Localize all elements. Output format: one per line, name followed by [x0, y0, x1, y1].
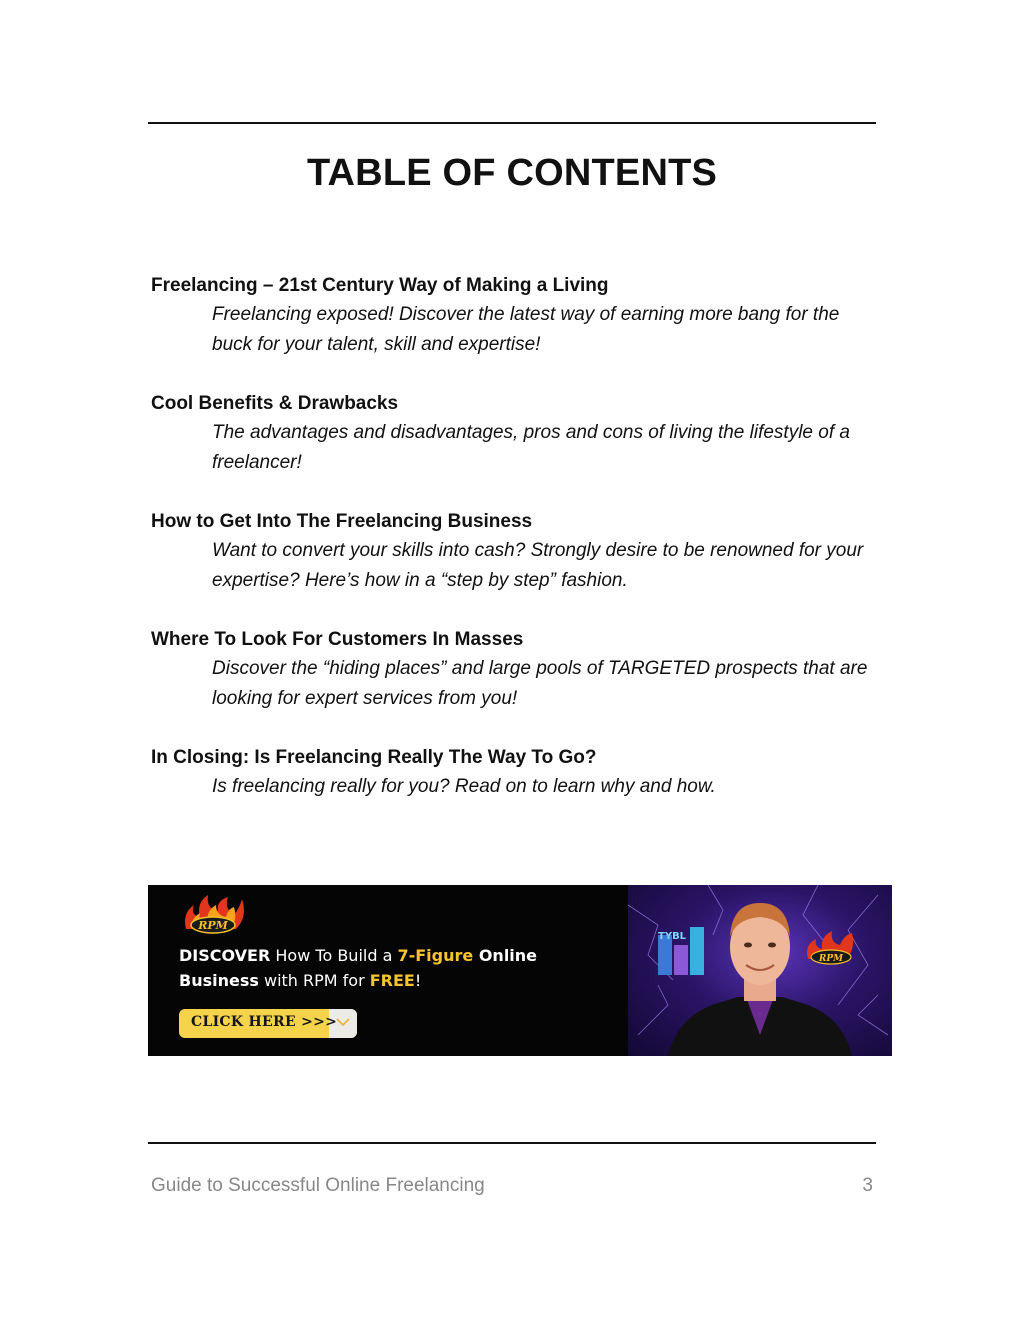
- page-number: 3: [862, 1175, 873, 1196]
- footer-book-title: Guide to Successful Online Freelancing: [151, 1175, 485, 1196]
- presenter-panel: [628, 885, 892, 1056]
- headline-end: !: [414, 971, 422, 990]
- headline-part2: with RPM for: [258, 971, 370, 990]
- table-of-contents: [151, 272, 881, 832]
- page-title: TABLE OF CONTENTS: [306, 152, 718, 194]
- headline-free: FREE: [369, 971, 415, 990]
- headline-business: Business: [179, 971, 259, 990]
- headline-seven-figure: 7-Figure: [397, 946, 474, 965]
- toc-heading: Where To Look For Customers In Masses: [151, 629, 524, 650]
- rpm-logo: [178, 891, 248, 941]
- tybl-badge-text: TYBL: [658, 931, 687, 942]
- banner-text-panel: [148, 885, 628, 1056]
- headline-discover: DISCOVER: [179, 946, 271, 965]
- bottom-divider: [148, 1142, 876, 1144]
- toc-description: Want to convert your skills into cash? Strongly desire to be renowned for your expertise? Here’s how in a “step by step” fashion.: [212, 540, 864, 591]
- toc-description: Discover the “hiding places” and large pools of TARGETED prospects that are looking for expert services from you!: [212, 658, 868, 709]
- toc-heading: Freelancing – 21st Century Way of Making a Living: [151, 275, 609, 296]
- headline-online: Online: [473, 946, 538, 965]
- click-here-button[interactable]: [179, 1009, 357, 1038]
- toc-description: Is freelancing really for you? Read on to learn why and how.: [212, 776, 716, 797]
- rpm-logo-small-text: RPM: [818, 954, 844, 964]
- headline-part1: How To Build a: [270, 946, 398, 965]
- toc-entry: [151, 272, 881, 360]
- toc-entry: [151, 626, 881, 714]
- top-divider: [148, 122, 876, 124]
- toc-heading: Cool Benefits & Drawbacks: [151, 393, 399, 414]
- presenter-photo: [628, 885, 892, 1056]
- banner-headline: [179, 943, 599, 993]
- rpm-logo-text: RPM: [198, 919, 228, 932]
- rpm-promo-banner[interactable]: [148, 885, 892, 1056]
- cta-label: CLICK HERE >>>: [191, 1014, 338, 1030]
- toc-heading: How to Get Into The Freelancing Business: [151, 511, 533, 532]
- rpm-logo-small: [807, 931, 853, 964]
- toc-description: The advantages and disadvantages, pros and cons of living the lifestyle of a freelancer!: [212, 422, 850, 473]
- toc-entry: [151, 508, 881, 596]
- tybl-badge: [658, 927, 704, 975]
- toc-heading: In Closing: Is Freelancing Really The Way To Go?: [151, 747, 597, 768]
- toc-entry: [151, 744, 881, 802]
- chevron-down-icon: [335, 1014, 351, 1030]
- toc-entry: [151, 390, 881, 478]
- toc-description: Freelancing exposed! Discover the latest way of earning more bang for the buck for your talent, skill and expertise!: [212, 304, 840, 355]
